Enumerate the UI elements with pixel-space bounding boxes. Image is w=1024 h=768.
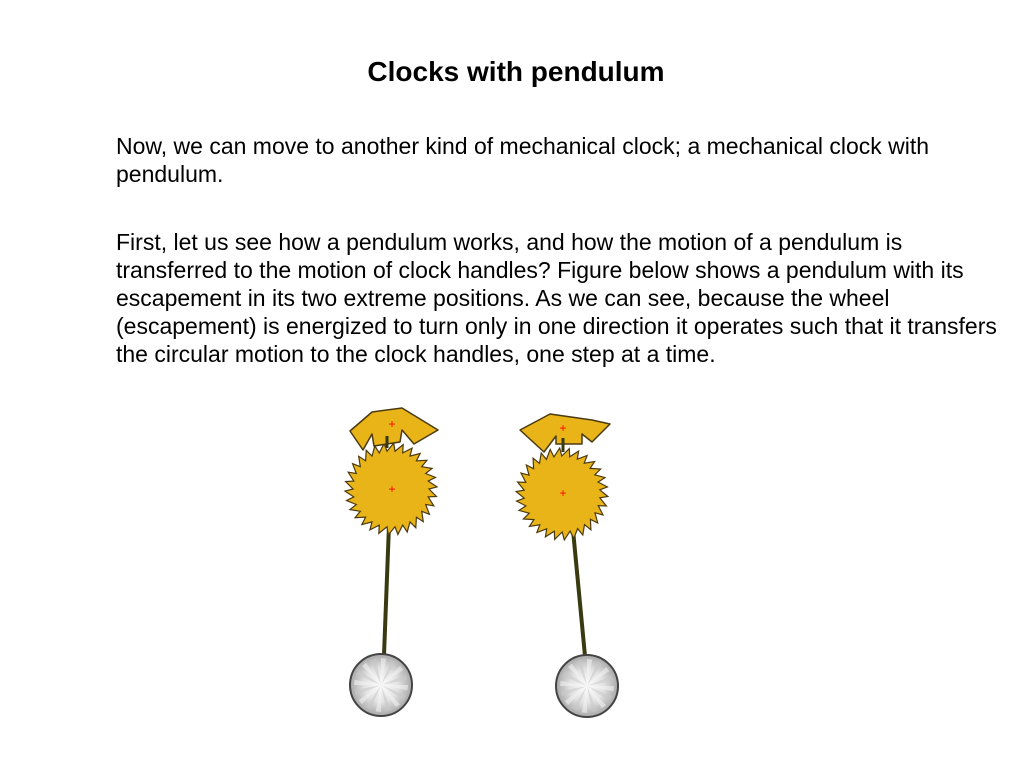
pendulum-left xyxy=(345,408,438,716)
pendulum-rod-left xyxy=(384,525,389,655)
wheel-pivot-mark-right: + xyxy=(559,486,567,500)
anchor-pivot-mark-right: + xyxy=(559,421,567,435)
pendulum-escapement-figure xyxy=(330,400,640,730)
slide-title: Clocks with pendulum xyxy=(367,56,665,87)
bob-right xyxy=(556,655,618,717)
pendulum-rod-right xyxy=(573,530,585,656)
pendulum-figure-svg xyxy=(330,400,640,730)
intro-paragraph: Now, we can move to another kind of mechanical clock; a mechanical clock with pendulum. xyxy=(116,133,930,187)
wheel-pivot-mark-left: + xyxy=(388,482,396,496)
anchor-pivot-mark-left: + xyxy=(388,417,396,431)
bob-left xyxy=(350,654,412,716)
bob-sheen-right xyxy=(560,659,614,713)
pendulum-right xyxy=(516,414,618,717)
explanation-paragraph: First, let us see how a pendulum works, and how the motion of a pendulum is transferred to the motion of clock handles? Figure below shows a pendulum with its escapement in its two extreme positions. As we can see, because the wheel (escapement) is energized to turn only in one direction it operates such that it transfers the circular motion to the clock handles, one step at a time. xyxy=(116,229,997,367)
